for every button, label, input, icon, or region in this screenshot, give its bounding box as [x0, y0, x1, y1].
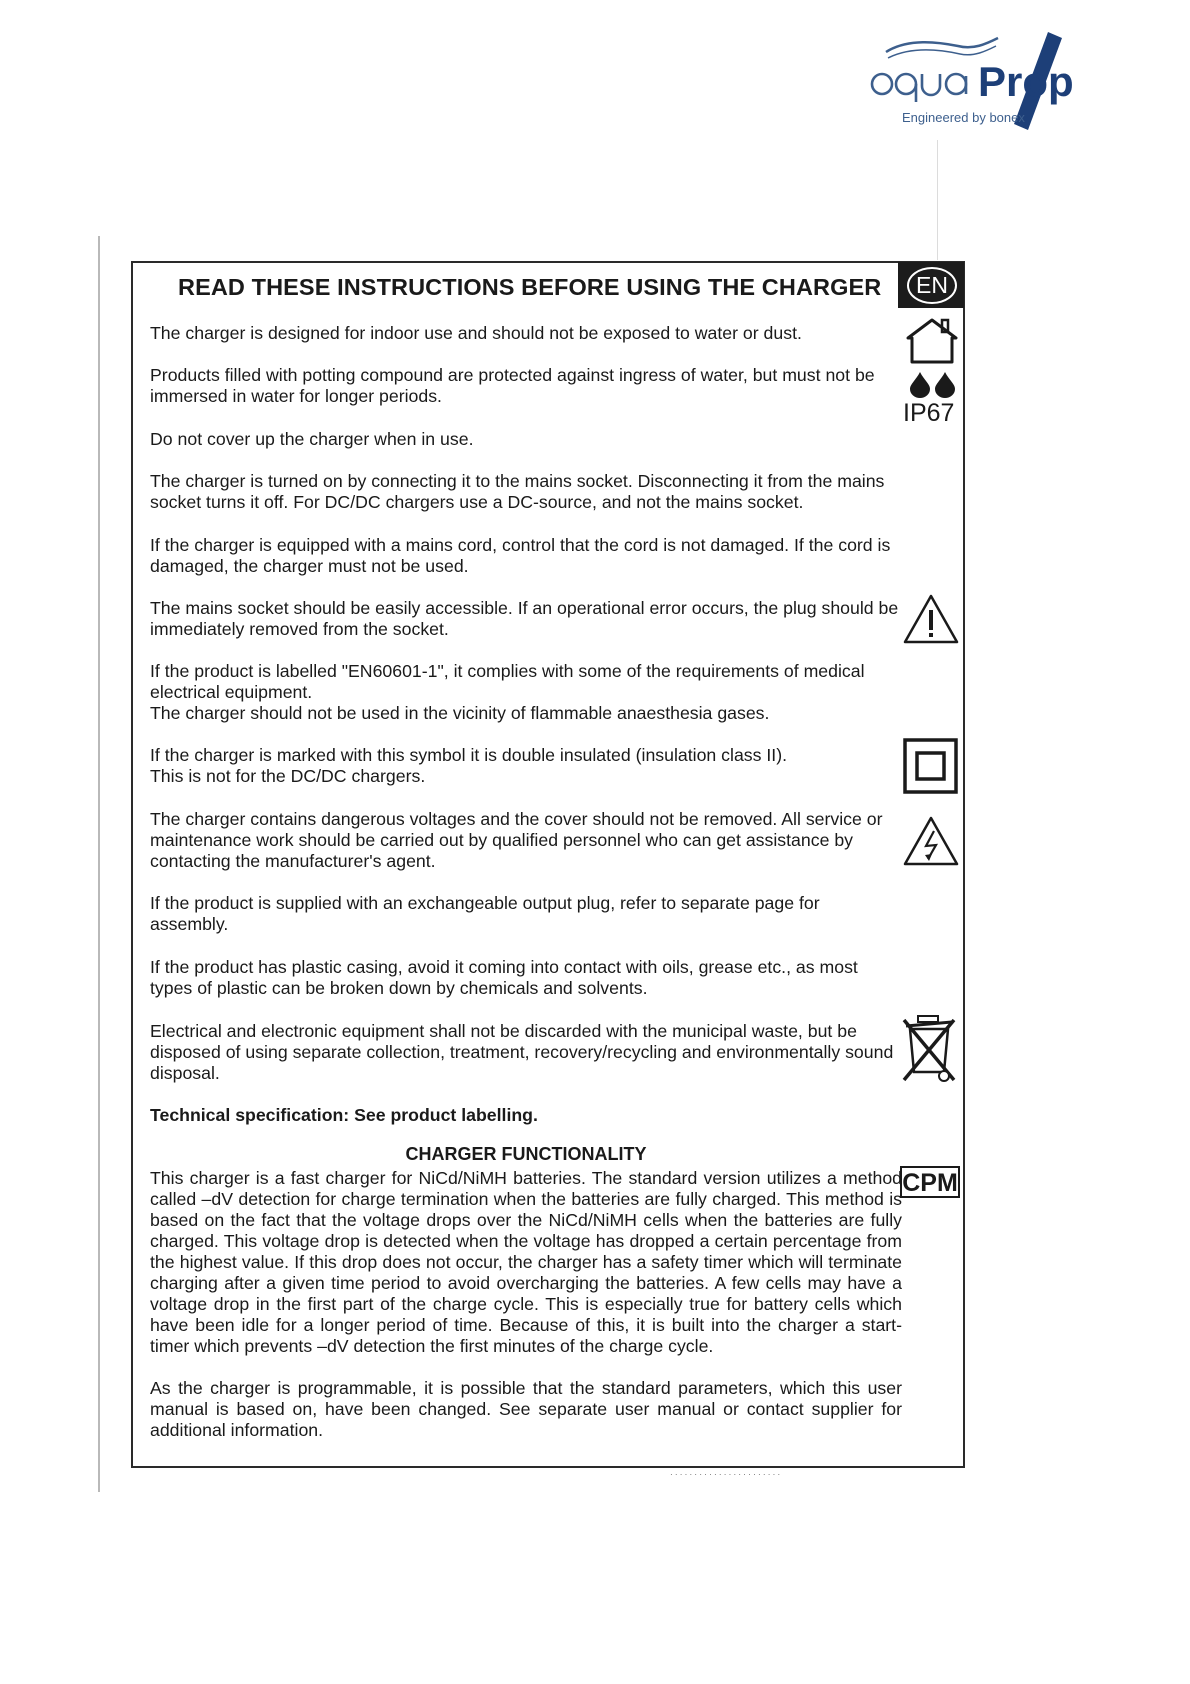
paragraph-anaesthesia: The charger should not be used in the vicinity of flammable anaesthesia gases.	[150, 703, 770, 723]
paragraph-mains-socket: The charger is turned on by connecting it to the mains socket. Disconnecting it from the mains socket turns it off. For DC/DC chargers use a DC-source, and not the mains socket.	[150, 471, 885, 512]
cpm-mark-icon	[900, 1166, 960, 1198]
paragraph-dangerous-voltages: The charger contains dangerous voltages and the cover should not be removed. All service or maintenance work should be carried out by qualified personnel who can get assistance by contacting the manufacturer's agent.	[150, 809, 883, 871]
house-icon	[904, 316, 960, 366]
paragraph-indoor-use: The charger is designed for indoor use and should not be exposed to water or dust.	[150, 323, 802, 343]
cpm-mark-text: CPM	[902, 1169, 958, 1197]
paragraph-potting-compound: Products filled with potting compound are protected against ingress of water, but must not be immersed in water for longer periods.	[150, 365, 875, 406]
double-insulation-icon	[903, 738, 958, 794]
high-voltage-icon	[902, 815, 960, 867]
functionality-paragraph: This charger is a fast charger for NiCd/NiMH batteries. The standard version utilizes a method called –dV detection for charge termination when the batteries are fully charged. This method is based on the fact that the voltage drops over the NiCd/NiMH cells when the batteries are fully charged. This voltage drop is detected when the voltage has dropped a certain percentage from the highest value. If this drop does not occur, the charger has a safety timer which will terminate charging after a given time period to avoid overcharging the batteries. A few cells may have a voltage drop in the first part of the charge cycle. This is especially true for battery cells which have been idle for a longer period of time. Because of this, it is built into the charger a start-timer which prevents –dV detection the first minutes of the charge cycle.	[150, 1168, 902, 1356]
scan-edge-line	[98, 236, 100, 1492]
warning-triangle-icon	[902, 593, 960, 645]
language-tab	[898, 262, 964, 308]
paragraph-output-plug: If the product is supplied with an exchangeable output plug, refer to separate page for assembly.	[150, 893, 820, 934]
ip67-label: IP67	[903, 399, 955, 427]
logo-brand-text: Prop	[978, 58, 1074, 105]
paragraph-en60601: If the product is labelled "EN60601-1", it complies with some of the requirements of medical electrical equipment.	[150, 661, 865, 702]
paragraph-double-insulated: If the charger is marked with this symbol it is double insulated (insulation class II).	[150, 745, 788, 765]
technical-specification: Technical specification: See product labelling.	[150, 1105, 538, 1125]
paragraph-waste-disposal: Electrical and electronic equipment shall not be discarded with the municipal waste, but be disposed of using separate collection, treatment, recovery/recycling and environmentally sound disposal.	[150, 1021, 894, 1083]
water-drops-icon	[908, 370, 958, 398]
paragraph-not-dcdc: This is not for the DC/DC chargers.	[150, 766, 426, 786]
paragraph-plastic-casing: If the product has plastic casing, avoid it coming into contact with oils, grease etc., as most types of plastic can be broken down by chemicals and solvents.	[150, 957, 858, 998]
language-badge: EN	[907, 267, 957, 304]
paragraph-mains-cord: If the charger is equipped with a mains cord, control that the cord is not damaged. If the cord is damaged, the charger must not be used.	[150, 535, 891, 576]
paragraph-do-not-cover: Do not cover up the charger when in use.	[150, 429, 474, 449]
section-heading: CHARGER FUNCTIONALITY	[405, 1144, 647, 1164]
scan-edge-line-right	[937, 140, 938, 260]
page-title: READ THESE INSTRUCTIONS BEFORE USING THE CHARGER	[178, 274, 882, 300]
functionality-paragraph-programmable: As the charger is programmable, it is possible that the standard parameters, which this user manual is based on, have been changed. See separate user manual or contact supplier for additional information.	[150, 1378, 902, 1440]
footer-code: · · · · · · · · · · · · · · · · · · · · · · ·	[670, 1470, 781, 1479]
aquaprop-logo	[868, 30, 1118, 135]
weee-bin-icon	[900, 1012, 958, 1084]
logo-tagline: Engineered by bonex	[902, 110, 1025, 125]
paragraph-accessible-socket: The mains socket should be easily accessible. If an operational error occurs, the plug should be immediately removed from the socket.	[150, 598, 899, 639]
